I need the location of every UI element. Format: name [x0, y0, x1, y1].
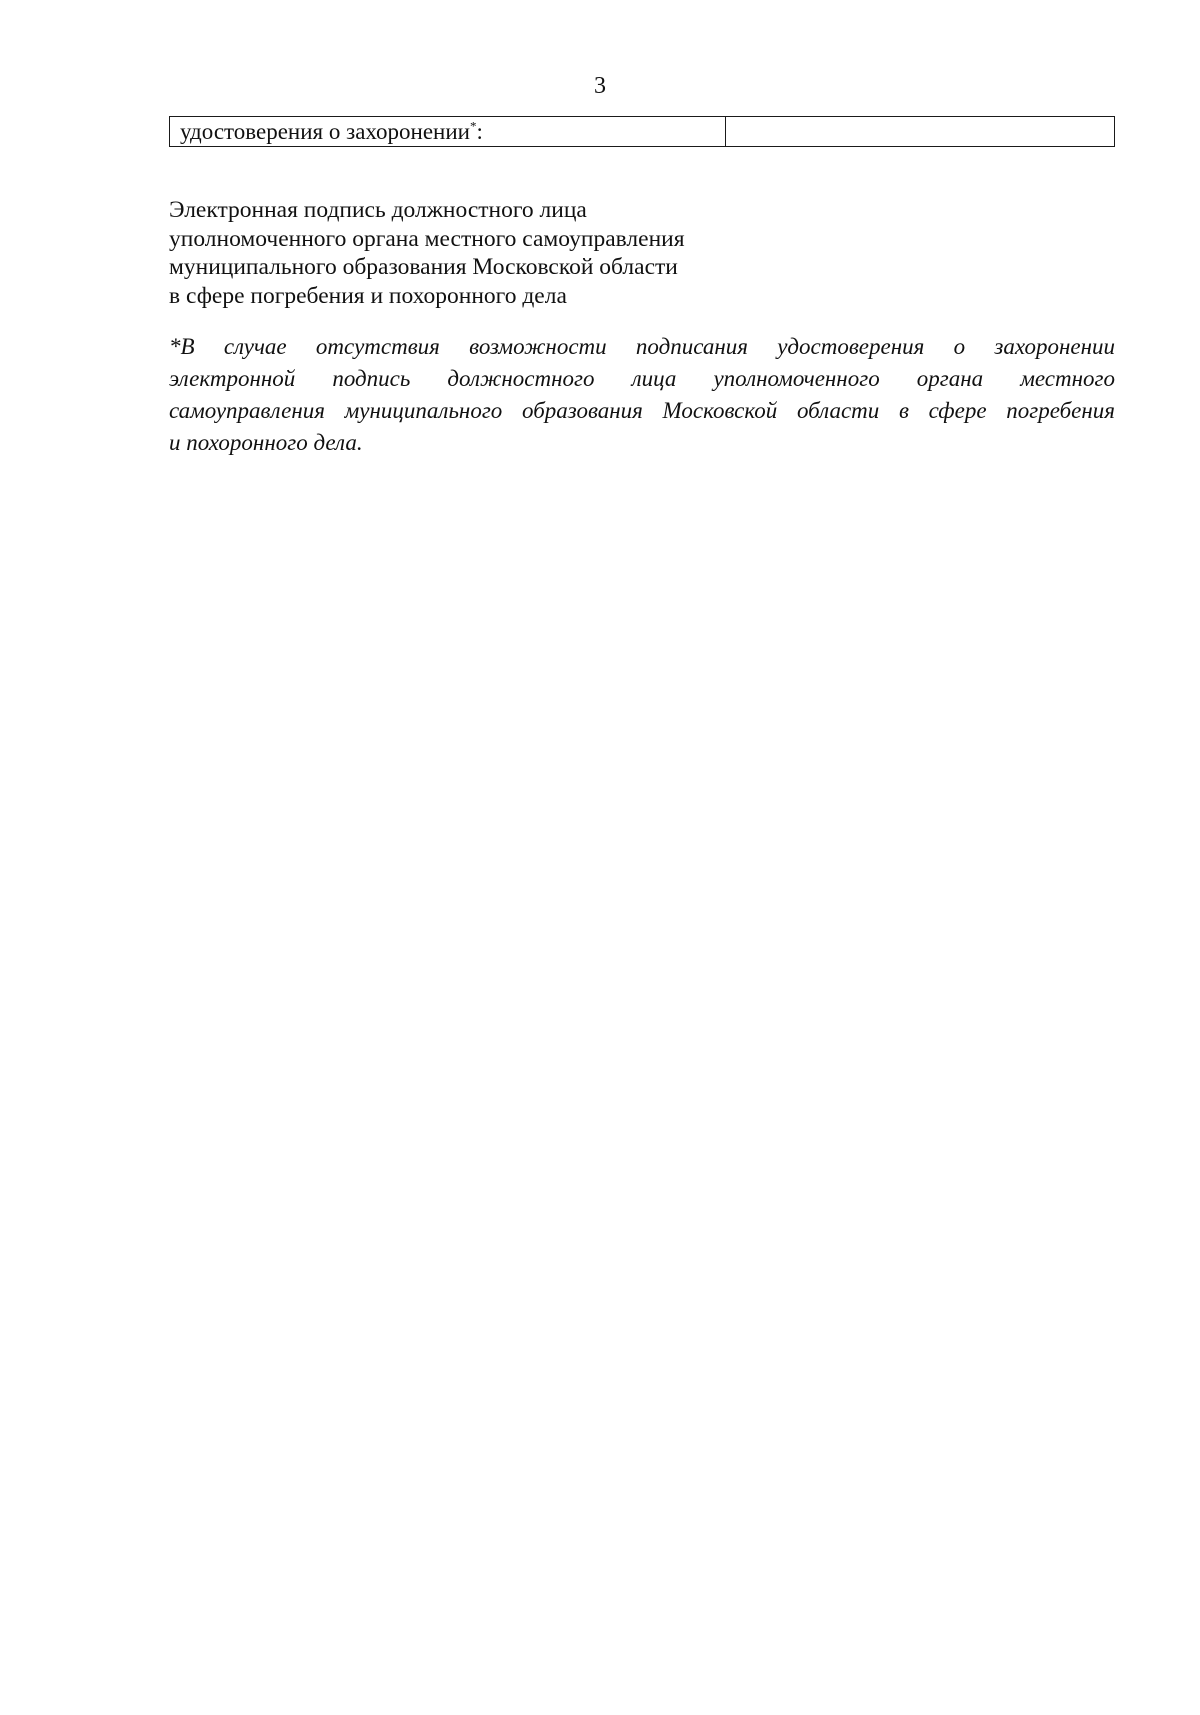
page-number: 3	[594, 73, 606, 99]
burial-certificate-table	[169, 116, 1115, 147]
signature-block	[169, 196, 809, 310]
certificate-label: удостоверения о захоронении	[180, 119, 470, 144]
signature-line-2: уполномоченного органа местного самоуправления	[169, 225, 685, 252]
certificate-label-suffix: :	[476, 119, 483, 144]
signature-line-1: Электронная подпись должностного лица	[169, 197, 587, 223]
signature-line-4: в сфере погребения и похоронного дела	[169, 282, 567, 309]
table-row	[170, 117, 1115, 147]
footnote	[169, 331, 1115, 459]
signature-line-3: муниципального образования Московской области	[169, 254, 678, 280]
footnote-marker: *	[469, 118, 477, 134]
certificate-label-cell	[170, 117, 726, 147]
footnote-line-4: и похоронного дела.	[169, 430, 363, 455]
footnote-line-1: *В случае отсутствия возможности подписания удостоверения о захоронении	[169, 334, 1115, 359]
certificate-value-cell	[726, 117, 1115, 147]
footnote-line-2: электронной подпись должностного лица уполномоченного органа местного	[169, 366, 1115, 391]
footnote-line-3: самоуправления муниципального образования Московской области в сфере погребения	[169, 398, 1115, 423]
